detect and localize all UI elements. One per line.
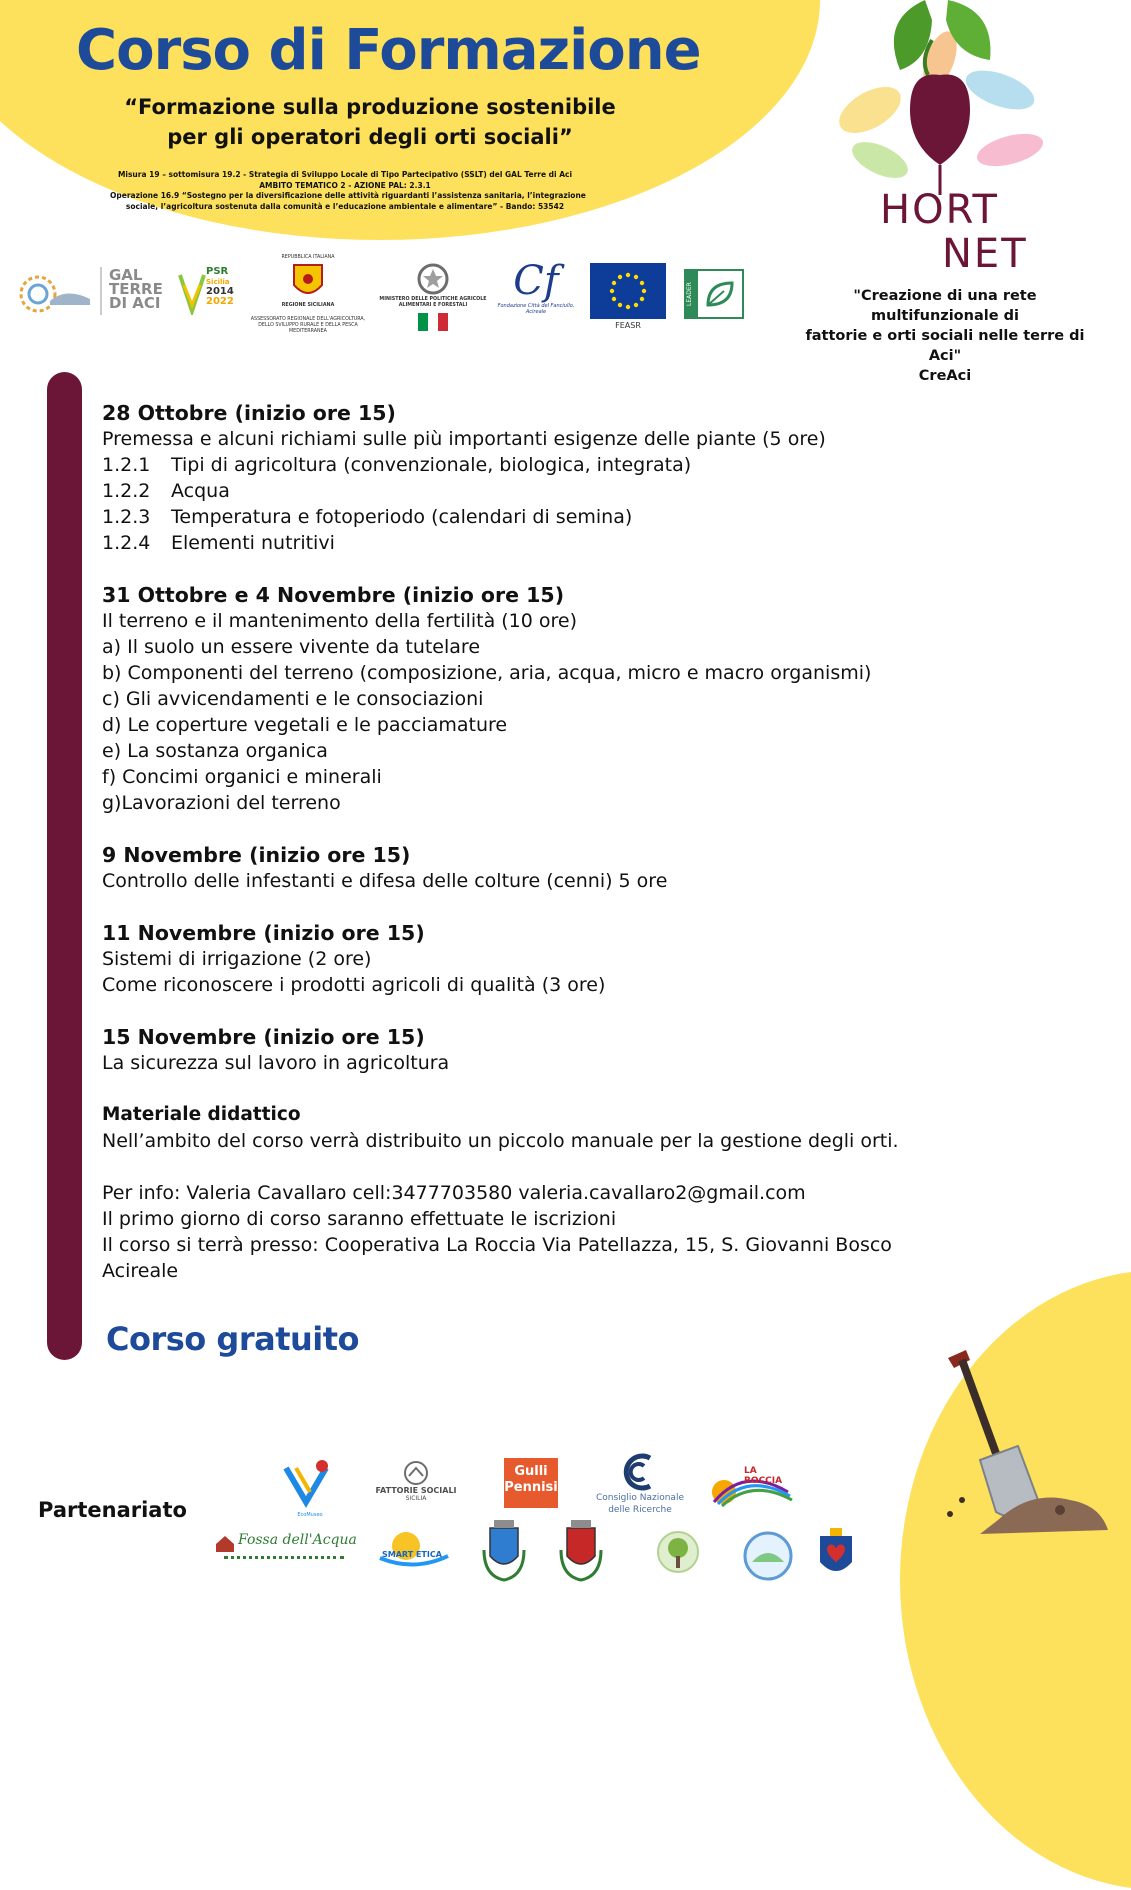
session-line: g)Lavorazioni del terreno [102,792,341,814]
session-line: c) Gli avvicendamenti e le consociazioni [102,688,484,710]
session-line: Come riconoscere i prodotti agricoli di qualità (3 ore) [102,974,606,996]
leaf-icon [704,279,736,309]
session-date: 31 Ottobre e 4 Novembre (inizio ore 15) [102,583,565,607]
eu-flag-icon [590,263,666,319]
regione-text: ASSESSORATO REGIONALE DELL'AGRICOLTURA, DELLO SVILUPPO RURALE E DELLA PESCA MEDITERRANEA [250,317,366,334]
hortnet-logo-line: HORT [880,187,999,233]
gal-logo-text: DI ACI [109,294,161,312]
hortnet-logo-line: NET [942,231,1028,277]
session-line: b) Componenti del terreno (composizione, aria, acqua, micro e macro organismi) [102,662,872,684]
house-icon [214,1534,236,1554]
materials-heading: Materiale didattico [102,1104,301,1125]
session-subtopic [102,530,1062,556]
fattorie-text: SICILIA [405,1495,427,1502]
psr-leaves-icon [178,271,206,315]
session-topic: Premessa e alcuni richiami sulle più importanti esigenze delle piante (5 ore) [102,428,826,450]
italian-emblem-icon [417,263,449,295]
tree-logo-icon [650,1530,706,1578]
fattorie-text: FATTORIE SOCIALI [375,1486,457,1495]
venue-info: Il corso si terrà presso: Cooperativa La Roccia Via Patellazza, 15, S. Giovanni Bosco [102,1234,892,1256]
session-date: 15 Novembre (inizio ore 15) [102,1025,425,1049]
eu-stars-icon [590,263,666,319]
gulli-text: Pennisi [504,1480,558,1495]
session-topic: Il terreno e il mantenimento della fertilità (10 ore) [102,610,578,632]
cnr-icon [618,1452,662,1492]
measure-line: AMBITO TEMATICO 2 - AZIONE PAL: 2.3.1 [259,180,431,190]
funder-logos-row [16,255,776,345]
fossa-text: Fossa dell'Acqua [238,1532,357,1548]
ministero-text: MINISTERO DELLE POLITICHE AGRICOLE ALIMENTARI E FORESTALI [379,297,487,308]
measure-line: Operazione 16.9 “Sostegno per la diversificazione delle attività riguardanti l’assistenza sanitaria, l’integrazione [110,191,586,200]
free-course-label: Corso gratuito [106,1320,360,1358]
ministero-logo [378,263,488,331]
subtopic-text: Temperatura e fotoperiodo (calendari di semina) [171,506,633,528]
smart-etica-logo [376,1528,452,1574]
subtopic-number: 1.2.4 [102,532,151,554]
psr-text: Sicilia [206,278,230,286]
gal-terre-di-aci-logo [109,268,179,310]
session-line: d) Le coperture vegetali e le pacciamature [102,714,508,736]
eu-rural-icon [16,269,96,319]
contact-info: Per info: Valeria Cavallaro cell:3477703580 valeria.cavallaro2@gmail.com [102,1182,806,1204]
fossa-decoration [224,1556,344,1565]
project-description-line: "Creazione di una rete multifunzionale di [853,288,1037,324]
cnr-text: delle Ricerche [608,1505,672,1515]
subtopic-text: Elementi nutritivi [171,532,335,554]
subtopic-number: 1.2.3 [102,506,151,528]
page-subtitle [60,92,680,152]
sacred-heart-crest-icon [814,1528,858,1582]
cnr-text: Consiglio Nazionale [595,1493,684,1503]
session-line: La sicurezza sul lavoro in agricoltura [102,1052,450,1074]
measure-line: sociale, l’agricoltura sostenuta dalla comunità e l’educazione ambientale e alimentare” - Bando: 53542 [125,201,565,211]
session-line: e) La sostanza organica [102,740,328,762]
session-date: 9 Novembre (inizio ore 15) [102,843,411,867]
la-roccia-text: LA ROCCIA [744,1466,783,1486]
shovel-icon [940,1350,1110,1550]
subtopic-number: 1.2.1 [102,454,151,476]
subtopic-number: 1.2.2 [102,480,151,502]
cf-mark: Cf [513,258,559,304]
gulli-pennisi-logo [504,1458,558,1508]
leader-text: LEADER [686,271,698,317]
hortnet-logo [880,188,1028,276]
session-date: 11 Novembre (inizio ore 15) [102,921,425,945]
session-line: f) Concimi organici e minerali [102,766,382,788]
subtitle-line: “Formazione sulla produzione sostenibile [124,95,616,119]
session-line: Sistemi di irrigazione (2 ore) [102,948,372,970]
funding-measure-text [110,170,586,212]
ecomuseo-logo [282,1458,338,1518]
project-description-line: fattorie e orti sociali nelle terre di Aci" [805,328,1085,364]
gal-logo-text: TERRE [109,280,163,298]
regione-text: REPUBBLICA ITALIANA [281,255,335,260]
subtopic-text: Acqua [171,480,230,502]
course-program [102,400,1062,1284]
fattorie-sociali-icon [401,1460,431,1486]
feasr-label: FEASR [615,321,641,330]
session-line: a) Il suolo un essere vivente da tutelare [102,636,481,658]
cf-text: Fondazione Città del Fanciullo, Acireale [497,303,575,315]
page-title: Corso di Formazione [76,18,701,83]
municipal-crest-icon [556,1520,606,1582]
ecomuseo-text: EcoMuseo [297,1512,323,1518]
subtitle-line: per gli operatori degli orti sociali” [167,125,573,149]
session-line: Controllo delle infestanti e difesa delle colture (cenni) 5 ore [102,870,668,892]
session-subtopic [102,504,1062,530]
smart-etica-text: SMART ETICA [382,1550,442,1559]
psr-text: 2014 [206,286,234,297]
fossa-dell-acqua-logo [214,1530,360,1570]
partners-label: Partenariato [38,1498,187,1522]
registration-info: Il primo giorno di corso saranno effettuate le iscrizioni [102,1208,617,1230]
psr-text: 2022 [206,296,234,307]
gal-logo-text: GAL [109,266,143,284]
cnr-logo [592,1452,688,1516]
ecomuseo-mark-icon [282,1458,338,1508]
italian-flag-icon [418,313,448,331]
regione-siciliana-logo [244,255,372,335]
materials-text: Nell’ambito del corso verrà distribuito un piccolo manuale per la gestione degli orti. [102,1130,899,1152]
venue-info: Acireale [102,1260,179,1282]
trinacria-icon [290,263,326,301]
project-description [790,286,1100,386]
logo-divider [100,267,102,315]
subtopic-text: Tipi di agricoltura (convenzionale, biologica, integrata) [171,454,692,476]
session-subtopic [102,478,1062,504]
psr-sicilia-logo [178,267,240,319]
circular-association-icon [742,1530,794,1582]
session-subtopic [102,452,1062,478]
la-roccia-logo [704,1462,796,1512]
municipal-crest-icon [480,1520,528,1582]
hortnet-beet-icon [820,0,1080,200]
gulli-text: Gulli [514,1464,548,1479]
fattorie-sociali-logo [368,1460,464,1502]
project-description-line: CreAci [918,368,972,384]
psr-text: PSR [206,266,229,277]
citta-del-fanciullo-logo [496,259,576,315]
leader-logo [684,269,744,319]
regione-text: REGIONE SICILIANA [281,303,335,308]
accent-bar [47,372,82,1360]
session-date: 28 Ottobre (inizio ore 15) [102,401,396,425]
measure-line: Misura 19 – sottomisura 19.2 - Strategia di Sviluppo Locale di Tipo Partecipativo (SSLT) del GAL Terre di Aci [117,170,573,179]
